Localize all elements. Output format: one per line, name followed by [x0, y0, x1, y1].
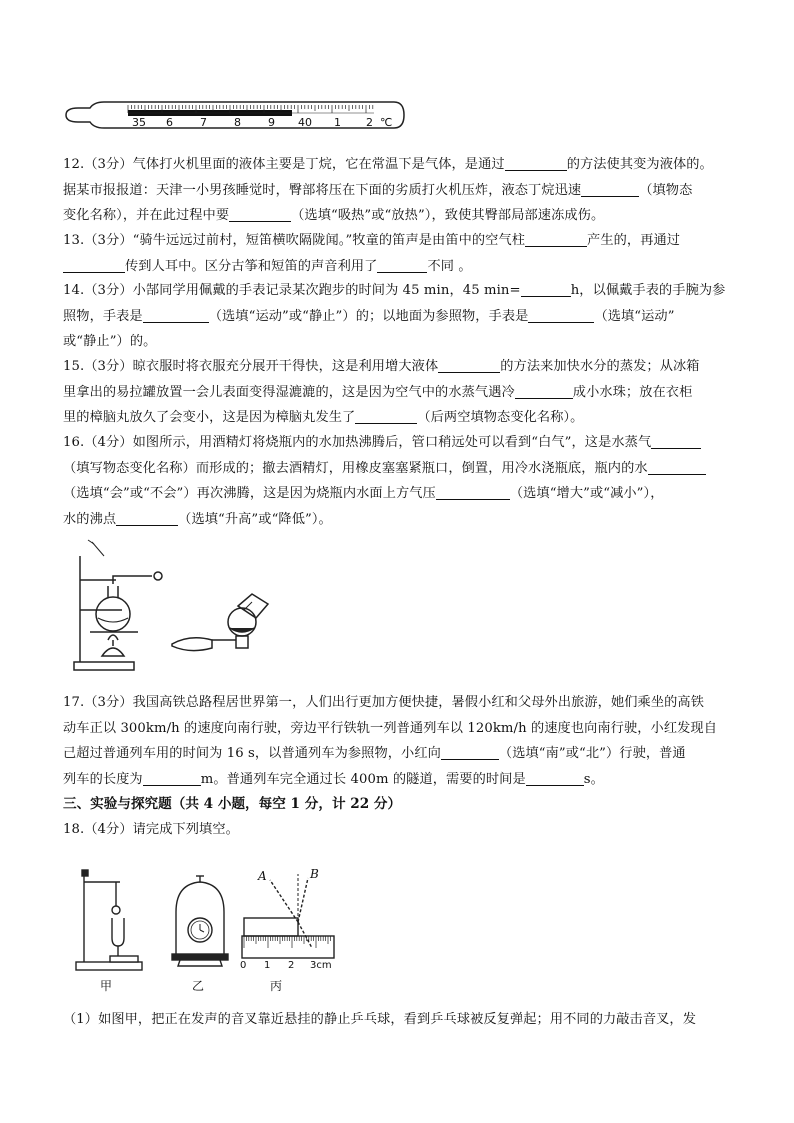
thermometer-figure	[64, 96, 409, 136]
thermo-tick-label: 2	[366, 116, 373, 129]
figure-label-jia: 甲	[100, 979, 113, 993]
figure-label-bing: 丙	[270, 979, 283, 993]
q15-text: 15.（3分）晾衣服时将衣服充分展开干得快，这是利用增大液体	[63, 359, 439, 374]
question-13	[63, 228, 743, 279]
answer-blank[interactable]	[377, 258, 427, 273]
question-16	[63, 430, 743, 532]
q15-text: 里的樟脑丸放久了会变小，这是因为樟脑丸发生了	[63, 410, 356, 425]
q17-text: 17.（3分）我国高铁总路程居世界第一，人们出行更加方便快捷，暑假小红和父母外出旅游，她们乘坐的高铁	[63, 695, 704, 710]
q12-text: 12.（3分）气体打火机里面的液体主要是丁烷，它在常温下是气体，是通过	[63, 157, 505, 172]
answer-blank[interactable]	[355, 409, 417, 424]
thermo-tick-label: 35	[132, 116, 146, 129]
answer-blank[interactable]	[515, 384, 573, 399]
thermo-tick-label: 6	[166, 116, 173, 129]
q17-text: 动车正以 300km/h 的速度向南行驶，旁边平行铁轨一列普通列车以 120km/h 的速度也向南行驶，小红发现自	[63, 720, 717, 736]
q14-text: （选填“运动”或“静止”）的；以地面为参照物，手表是	[208, 308, 529, 324]
q13-text: 不同 。	[427, 258, 472, 274]
experiment-figures	[72, 862, 342, 996]
answer-blank[interactable]	[116, 511, 178, 526]
answer-blank[interactable]	[438, 358, 500, 373]
answer-blank[interactable]	[441, 745, 499, 760]
q15-text: 的方法来加快水分的蒸发；从冰箱	[500, 359, 700, 374]
q17-text: m。普通列车完全通过长 400m 的隧道，需要的时间是	[200, 771, 526, 787]
thermo-unit-label: ℃	[380, 116, 393, 129]
q15-text: 里拿出的易拉罐放置一会儿表面变得湿漉漉的，这是因为空气中的水蒸气遇冷	[63, 384, 515, 400]
q17-text: 列车的长度为	[63, 771, 143, 787]
q15-text: （后两空填物态变化名称）。	[417, 410, 584, 425]
q18-text: 18.（4分）请完成下列填空。	[63, 822, 239, 837]
ruler-tick-label: 0	[240, 960, 247, 971]
answer-blank[interactable]	[63, 258, 125, 273]
answer-blank[interactable]	[648, 460, 706, 475]
ray-label-b: B	[310, 867, 319, 881]
section-heading-3: 三、实验与探究题（共 4 小题，每空 1 分，计 22 分）	[63, 796, 402, 812]
q13-text: 传到人耳中。区分古筝和短笛的声音利用了	[125, 258, 378, 274]
question-18-part-1	[63, 1007, 743, 1033]
figure-label-yi: 乙	[192, 979, 205, 993]
answer-blank[interactable]	[581, 182, 639, 197]
answer-blank[interactable]	[521, 282, 571, 297]
question-12	[63, 152, 743, 229]
thermo-tick-label: 9	[268, 116, 275, 129]
q12-text: 的方法使其变为液体的。	[566, 157, 713, 172]
thermo-tick-label: 7	[200, 116, 207, 129]
q17-text: （选填“南”或“北”）行驶，普通	[498, 746, 686, 761]
answer-blank[interactable]	[651, 434, 701, 449]
thermo-tick-label: 8	[234, 116, 241, 129]
answer-blank[interactable]	[143, 308, 209, 323]
ruler-tick-label: 3cm	[310, 960, 332, 971]
answer-blank[interactable]	[526, 771, 584, 786]
q12-text: （选填“吸热”或“放热”），致使其臀部局部速冻成伤。	[291, 208, 605, 223]
q16-text: 水的沸点	[63, 511, 117, 527]
q16-text: （选填“会”或“不会”）再次沸腾，这是因为烧瓶内水面上方气压	[63, 486, 436, 501]
q16-text: （填写物态变化名称）而形成的；撤去酒精灯，用橡皮塞塞紧瓶口，倒置，用冷水浇瓶底，瓶内的水	[63, 460, 648, 476]
q17-text: s。	[583, 771, 604, 787]
ruler-tick-label: 2	[288, 960, 295, 971]
ray-label-a: A	[258, 869, 267, 883]
thermo-tick-label: 40	[298, 116, 312, 129]
q16-text: 16.（4分）如图所示，用酒精灯将烧瓶内的水加热沸腾后，管口稍远处可以看到“白气”，这是水蒸气	[63, 435, 652, 450]
answer-blank[interactable]	[528, 308, 594, 323]
question-14	[63, 278, 743, 355]
q16-text: （选填“升高”或“降低”）。	[178, 511, 332, 527]
q14-text: 或“静止”）的。	[63, 334, 157, 349]
question-17	[63, 690, 743, 792]
q13-text: 产生的，再通过	[587, 233, 681, 248]
q12-text: 变化名称），并在此过程中要	[63, 208, 230, 223]
q14-text: 14.（3分）小郜同学用佩戴的手表记录某次跑步的时间为 45 min，45 min=	[63, 283, 521, 298]
q14-text: h，以佩戴手表的手腕为参	[570, 283, 726, 298]
boiling-flask-figure	[72, 536, 292, 676]
question-15	[63, 354, 743, 431]
answer-blank[interactable]	[525, 232, 587, 247]
question-18	[63, 817, 743, 843]
q17-text: 己超过普通列车用的时间为 16 s，以普通列车为参照物，小红向	[63, 746, 441, 761]
q14-text: 照物，手表是	[63, 308, 143, 324]
q12-text: （填物态	[639, 182, 693, 198]
thermo-tick-label: 1	[334, 116, 341, 129]
answer-blank[interactable]	[436, 485, 510, 500]
q18-text: （1）如图甲，把正在发声的音叉靠近悬挂的静止乒乓球，看到乒乓球被反复弹起；用不同的力敲击音叉，发	[63, 1012, 696, 1027]
q13-text: 13.（3分）“骑牛远远过前村，短笛横吹隔陇闻。”牧童的笛声是由笛中的空气柱	[63, 233, 526, 248]
q16-text: （选填“增大”或“减小”），	[509, 486, 664, 501]
q14-text: （选填“运动”	[594, 308, 675, 324]
ruler-tick-label: 1	[264, 960, 271, 971]
answer-blank[interactable]	[505, 156, 567, 171]
q12-text: 据某市报报道：天津一小男孩睡觉时，臀部将压在下面的劣质打火机压炸，液态丁烷迅速	[63, 182, 582, 198]
answer-blank[interactable]	[143, 771, 201, 786]
answer-blank[interactable]	[229, 207, 291, 222]
q15-text: 成小水珠；放在衣柜	[572, 384, 693, 400]
